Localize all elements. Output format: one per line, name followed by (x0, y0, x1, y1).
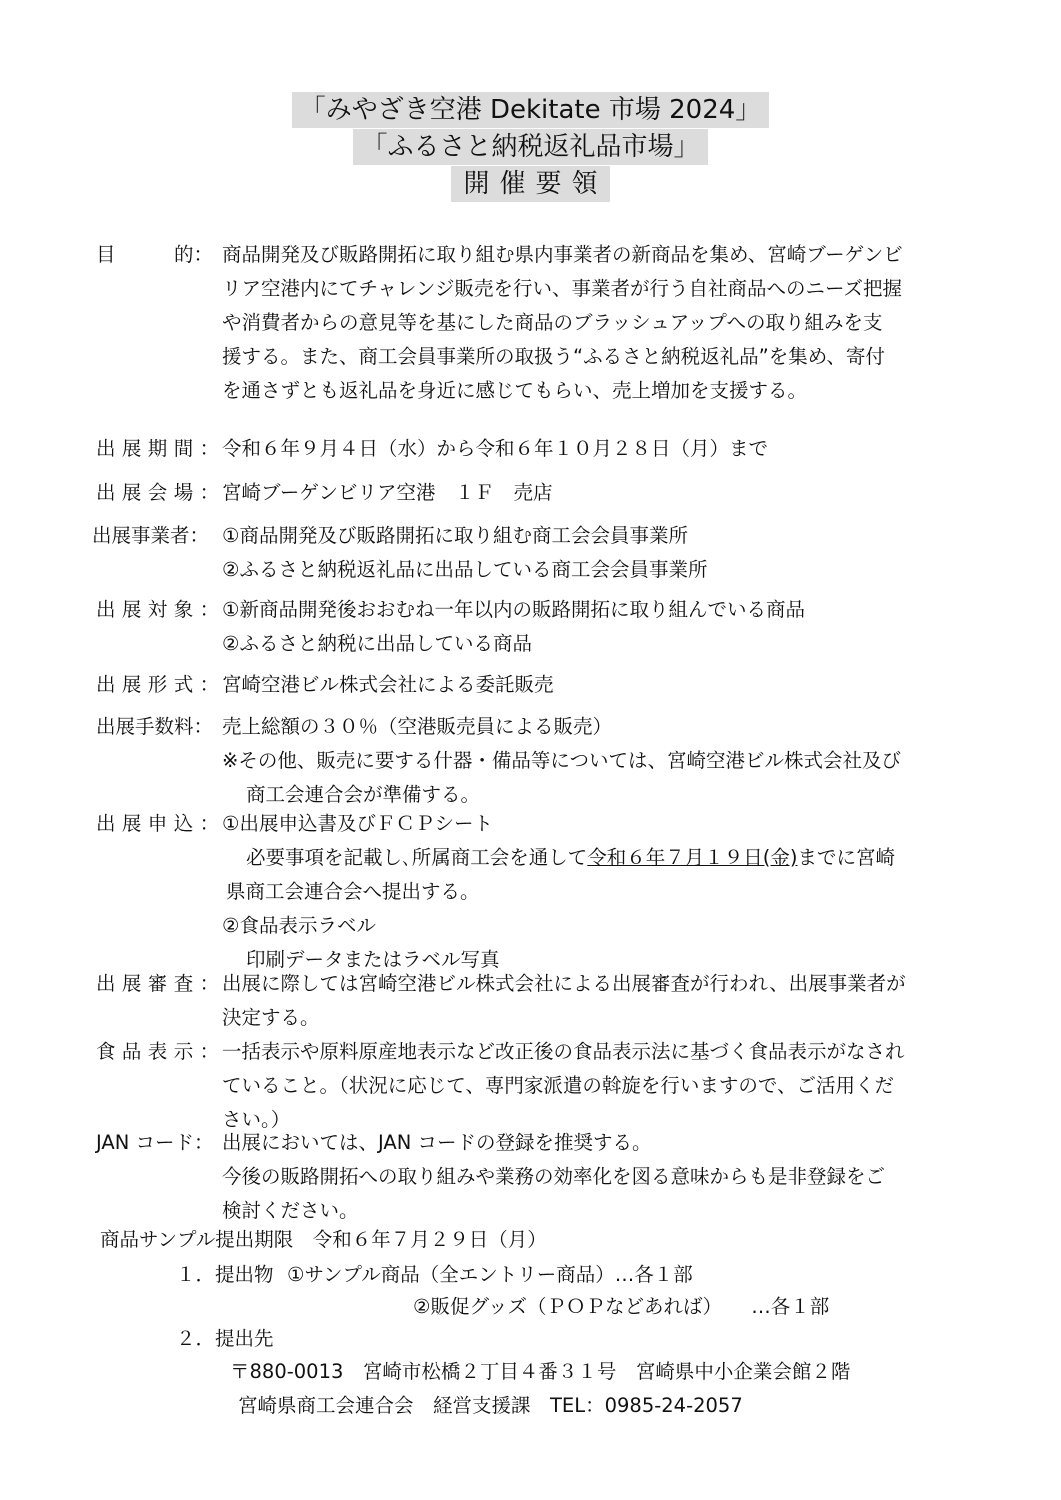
sample-item1-b: ②販促グッズ（ＰＯＰなどあれば） …各１部 (413, 1295, 830, 1318)
labeling-label: 食品表示： (96, 1040, 226, 1063)
application-line: ①出展申込書及びＦＣＰシート (222, 812, 493, 835)
period-label: 出展期間： (96, 437, 226, 460)
fee-line: ※その他、販売に要する什器・備品等については、宮崎空港ビル株式会社及び (222, 749, 901, 772)
purpose-line: を通さずとも返礼品を身近に感じてもらい、売上増加を支援する。 (222, 379, 808, 402)
title-line-1: 「みやざき空港 Dekitate 市場 2024」 (292, 92, 770, 128)
purpose-line: 商品開発及び販路開拓に取り組む県内事業者の新商品を集め、宮崎ブーゲンビ (222, 243, 903, 266)
sample-contact: 宮崎県商工会連合会 経営支援課 TEL：0985-24-2057 (238, 1394, 743, 1417)
purpose-label: 目 的： (96, 243, 214, 266)
target-line: ①新商品開発後おおむね一年以内の販路開拓に取り組んでいる商品 (222, 598, 805, 621)
purpose-line: 援する。また、商工会員事業所の取扱う“ふるさと納税返礼品”を集め、寄付 (222, 345, 885, 368)
sample-address: 〒880-0013 宮崎市松橋２丁目４番３１号 宮崎県中小企業会館２階 (230, 1360, 851, 1383)
title-line-2: 「ふるさと納税返礼品市場」 (353, 129, 707, 165)
application-label: 出展申込： (96, 812, 226, 835)
fee-line: 売上総額の３０％（空港販売員による販売） (222, 715, 613, 738)
exhibitors-line: ①商品開発及び販路開拓に取り組む商工会会員事業所 (222, 524, 688, 547)
labeling-line: 一括表示や原料原産地表示など改正後の食品表示法に基づく食品表示がなされ (222, 1040, 905, 1063)
format-text: 宮崎空港ビル株式会社による委託販売 (222, 673, 554, 696)
review-label: 出展審査： (96, 972, 226, 995)
application-line: 印刷データまたはラベル写真 (246, 948, 500, 971)
exhibitors-line: ②ふるさと納税返礼品に出品している商工会会員事業所 (222, 558, 708, 581)
document-title (0, 92, 1061, 203)
application-line: 県商工会連合会へ提出する。 (226, 880, 480, 903)
format-label: 出展形式： (96, 673, 226, 696)
fee-label: 出展手数料： (96, 715, 214, 738)
sample-item2-label: ２．提出先 (176, 1327, 274, 1350)
purpose-line: や消費者からの意見等を基にした商品のブラッシュアップへの取り組みを支 (222, 311, 883, 334)
jan-label: JAN コード： (96, 1131, 214, 1154)
venue-text: 宮崎ブーゲンビリア空港 １Ｆ 売店 (222, 481, 553, 504)
target-label: 出展対象： (96, 598, 226, 621)
application-line: ②食品表示ラベル (222, 914, 376, 937)
purpose-line: リア空港内にてチャレンジ販売を行い、事業者が行う自社商品へのニーズ把握 (222, 277, 902, 300)
target-line: ②ふるさと納税に出品している商品 (222, 632, 532, 655)
exhibitors-label: 出展事業者： (92, 524, 210, 547)
period-text: 令和６年９月４日（水）から令和６年１０月２８日（月）まで (222, 437, 769, 460)
application-deadline: 令和６年７月１９日(金) (587, 846, 798, 869)
fee-line: 商工会連合会が準備する。 (246, 783, 481, 806)
labeling-line: ていること。（状況に応じて、専門家派遣の斡旋を行いますので、ご活用くだ (222, 1074, 894, 1097)
sample-item1-a: ①サンプル商品（全エントリー商品）…各１部 (287, 1263, 693, 1286)
venue-label: 出展会場： (96, 481, 226, 504)
review-line: 出展に際しては宮崎空港ビル株式会社による出展審査が行われ、出展事業者が (222, 972, 906, 995)
application-line: 必要事項を記載し､所属商工会を通して令和６年７月１９日(金)までに宮崎 (246, 846, 895, 869)
title-line-3: 開催要領 (451, 166, 609, 202)
sample-heading: 商品サンプル提出期限 令和６年７月２９日（月） (100, 1228, 547, 1251)
labeling-line: さい。） (222, 1108, 291, 1131)
sample-item1-label: １．提出物 (176, 1263, 274, 1286)
jan-line: 検討ください。 (222, 1199, 359, 1222)
jan-line: 出展においては、JAN コードの登録を推奨する。 (222, 1131, 652, 1154)
jan-line: 今後の販路開拓への取り組みや業務の効率化を図る意味からも是非登録をご (222, 1165, 886, 1188)
review-line: 決定する。 (222, 1006, 320, 1029)
